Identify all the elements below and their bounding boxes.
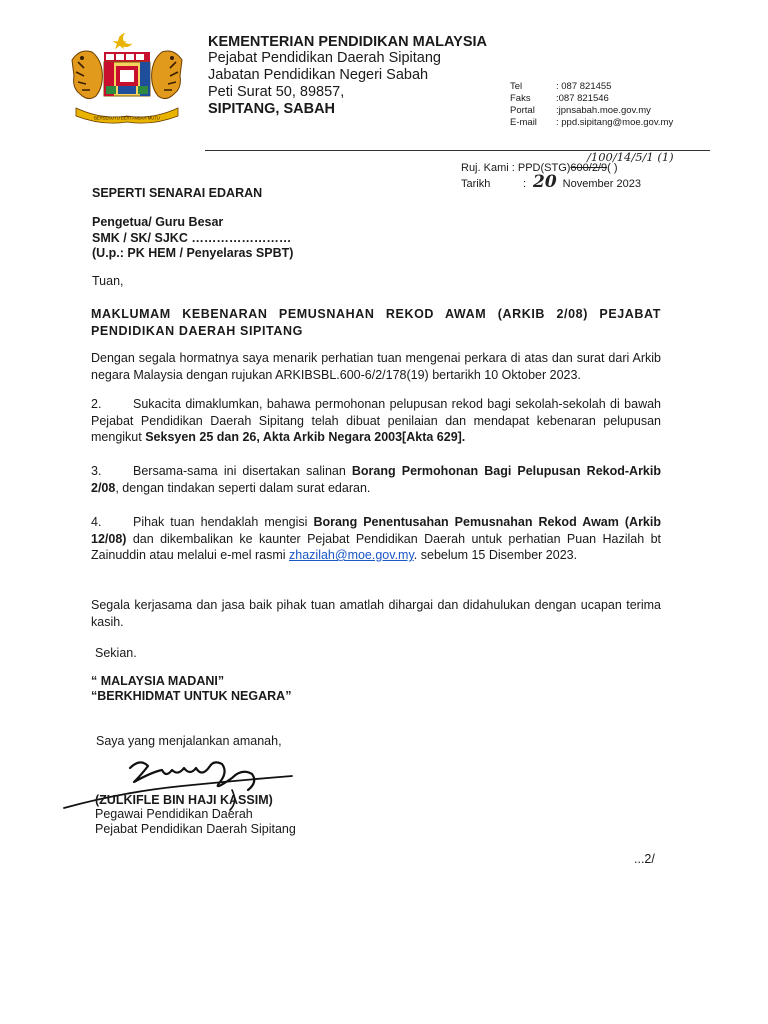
paragraph-number: 3. bbox=[91, 464, 102, 478]
paragraph-2-bold: Seksyen 25 dan 26, Akta Arkib Negara 2003[Akta 629]. bbox=[145, 430, 466, 444]
paragraph-4-mid: dan dikembalikan ke kaunter Pejabat Pendidikan Daerah untuk perhatian Puan Hazilah bt Zainuddin atau melalui e-mel rasmi bbox=[91, 531, 661, 562]
date-line bbox=[461, 172, 641, 192]
tarikh-label: Tarikh bbox=[461, 178, 491, 190]
ruj-label: Ruj. Kami bbox=[461, 162, 509, 174]
tarikh-rest: November 2023 bbox=[562, 178, 641, 190]
paragraph-4-text: Pihak tuan hendaklah mengisi bbox=[133, 515, 314, 529]
contact-tel bbox=[510, 81, 673, 93]
ruj-suffix: ( ) bbox=[607, 162, 618, 174]
slogan-berkhidmat: “BERKHIDMAT UNTUK NEGARA” bbox=[91, 689, 292, 703]
paragraph-3-bold: Borang Permohonan Bagi Pelupusan Rekod-Arkib 2/08 bbox=[91, 464, 661, 495]
ruj-struck: 600/2/9 bbox=[570, 162, 608, 174]
paragraph-intro: Dengan segala hormatnya saya menarik perhatian tuan mengenai perkara di atas dan surat dari Arkib negara Malaysia dengan rujukan ARKIBSBL.600-6/2/178(19) bertarikh 10 Oktober 2023. bbox=[91, 351, 661, 382]
contact-value: :087 821546 bbox=[556, 93, 609, 104]
paragraph-closing: Segala kerjasama dan jasa baik pihak tuan amatlah dihargai dan didahulukan dengan ucapan terima kasih. bbox=[91, 598, 661, 629]
department-name: Jabatan Pendidikan Negeri Sabah bbox=[208, 67, 429, 83]
circular-heading: SEPERTI SENARAI EDARAN bbox=[92, 186, 263, 200]
recipient-line-1: Pengetua/ Guru Besar bbox=[92, 215, 224, 229]
paragraph-number: 2. bbox=[91, 397, 102, 411]
signatory-title: Pegawai Pendidikan Daerah bbox=[95, 807, 253, 821]
city-state: SIPITANG, SABAH bbox=[208, 101, 336, 117]
tarikh-day: 20 bbox=[533, 172, 557, 192]
paragraph-number: 4. bbox=[91, 515, 102, 529]
ruj-prefix: : PPD(STG) bbox=[511, 162, 571, 174]
paragraph-4-tail: . sebelum 15 Disember 2023. bbox=[413, 548, 578, 562]
po-box: Peti Surat 50, 89857, bbox=[208, 84, 345, 100]
office-name: Pejabat Pendidikan Daerah Sipitang bbox=[208, 50, 441, 66]
paragraph-4-bold: Borang Penentusahan Pemusnahan Rekod Awam (Arkib 12/08) bbox=[91, 515, 661, 546]
contact-label: Portal bbox=[510, 105, 535, 116]
paragraph-2-text: Sukacita dimaklumkan, bahawa permohonan pelupusan rekod bagi sekolah-sekolah di bawah Pejabat Pendidikan Daerah Sipitang telah dibuat penilaian dan mendapat kebenaran pelupusan mengikut bbox=[91, 397, 661, 444]
contact-label: Tel bbox=[510, 81, 523, 92]
handwritten-reference: /100/14/5/1 (1) bbox=[587, 150, 674, 164]
contact-label: E-mail bbox=[510, 117, 537, 128]
recipient-line-3: (U.p.: PK HEM / Penyelaras SPBT) bbox=[92, 246, 294, 260]
paragraph-3-text: Bersama-sama ini disertakan salinan bbox=[133, 464, 352, 478]
signatory-office: Pejabat Pendidikan Daerah Sipitang bbox=[95, 822, 296, 836]
paragraph-2 bbox=[91, 396, 661, 446]
crest-motto: BERSEKUTU BERTAMBAH MUTU bbox=[94, 115, 160, 121]
contact-value: :jpnsabah.moe.gov.my bbox=[556, 105, 651, 116]
salutation: Tuan, bbox=[92, 274, 124, 288]
contact-fax bbox=[510, 93, 673, 105]
page-continuation-marker: ...2/ bbox=[634, 852, 655, 866]
ministry-name: KEMENTERIAN PENDIDIKAN MALAYSIA bbox=[208, 34, 488, 50]
tarikh-colon: : bbox=[523, 178, 527, 190]
signatory-name: (ZULKIFLE BIN HAJI KASSIM) bbox=[95, 793, 273, 807]
contact-email bbox=[510, 117, 673, 129]
malaysia-coat-of-arms-logo bbox=[62, 30, 192, 126]
contact-value: : 087 821455 bbox=[556, 81, 612, 92]
trust-line: Saya yang menjalankan amanah, bbox=[96, 734, 282, 748]
slogan-madani: “ MALAYSIA MADANI” bbox=[91, 674, 225, 688]
recipient-line-2: SMK / SK/ SJKC …………………… bbox=[92, 231, 292, 245]
contact-portal bbox=[510, 105, 673, 117]
paragraph-3 bbox=[91, 463, 661, 496]
contact-label: Faks bbox=[510, 93, 531, 104]
contact-block bbox=[510, 81, 673, 129]
paragraph-4 bbox=[91, 514, 661, 564]
email-link[interactable]: zhazilah@moe.gov.my bbox=[289, 548, 414, 562]
contact-value: : ppd.sipitang@moe.gov.my bbox=[556, 117, 674, 128]
sekian: Sekian. bbox=[95, 646, 137, 660]
paragraph-3-tail: , dengan tindakan seperti dalam surat edaran. bbox=[115, 480, 371, 495]
subject-heading: MAKLUMAM KEBENARAN PEMUSNAHAN REKOD AWAM (ARKIB 2/08) PEJABAT PENDIDIKAN DAERAH SIPITANG bbox=[91, 307, 661, 338]
